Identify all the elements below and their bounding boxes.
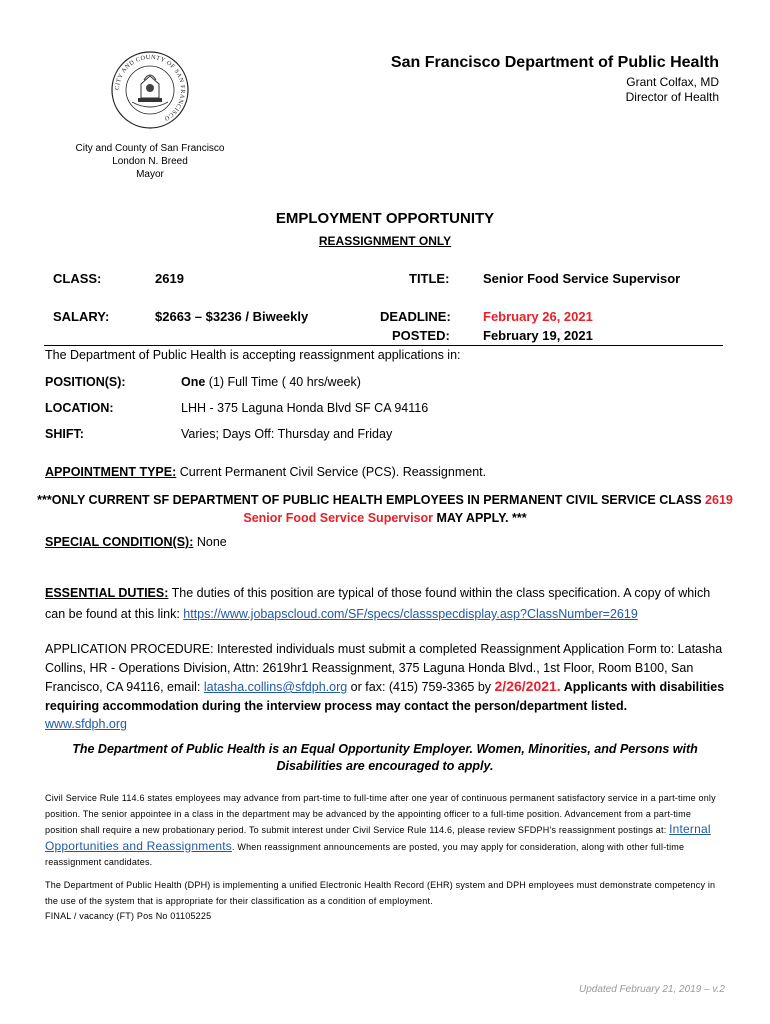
department-name: San Francisco Department of Public Health bbox=[390, 54, 719, 71]
seal-text: CITY AND COUNTY OF SAN FRANCISCO bbox=[113, 53, 187, 123]
position-detail: (1) Full Time ( 40 hrs/week) bbox=[205, 375, 361, 389]
special-label: SPECIAL CONDITION(S): bbox=[45, 535, 194, 549]
city-seal-icon bbox=[110, 50, 190, 130]
posted-value: February 19, 2021 bbox=[483, 328, 593, 343]
application-fax: or fax: (415) 759-3365 by bbox=[347, 680, 495, 694]
shift-value: Varies; Days Off: Thursday and Friday bbox=[181, 427, 393, 441]
shift-label: SHIFT: bbox=[45, 427, 84, 441]
director-name: Grant Colfax, MD bbox=[626, 75, 719, 89]
page-title: EMPLOYMENT OPPORTUNITY bbox=[275, 210, 495, 227]
mayor-title: Mayor bbox=[136, 169, 164, 180]
class-label: CLASS: bbox=[53, 271, 102, 286]
appointment-label: APPOINTMENT TYPE: bbox=[45, 465, 177, 479]
divider bbox=[44, 345, 723, 346]
location-value: LHH - 375 Laguna Honda Blvd SF CA 94116 bbox=[181, 401, 429, 415]
director-title: Director of Health bbox=[625, 90, 719, 104]
city-name: City and County of San Francisco bbox=[75, 143, 225, 154]
deadline-label: DEADLINE: bbox=[380, 309, 451, 324]
eoe-statement: The Department of Public Health is an Equal Opportunity Employer. Women, Minorities, and Persons with Disabilities are encouraged to apply. bbox=[72, 742, 698, 773]
application-procedure bbox=[45, 640, 725, 734]
rule-text-end: . When reassignment announcements are posted, you may apply for consideration, along with other full-time reassignment candidates. bbox=[45, 841, 685, 867]
class-spec-link[interactable]: https://www.jobapscloud.com/SF/specs/classspecdisplay.asp?ClassNumber=2619 bbox=[183, 607, 638, 621]
notice-line1: ***ONLY CURRENT SF DEPARTMENT OF PUBLIC HEALTH EMPLOYEES IN PERMANENT CIVIL SERVICE CLASS bbox=[37, 493, 706, 507]
internal-opportunities-link[interactable]: Internal Opportunities and Reassignments bbox=[45, 822, 711, 853]
special-conditions bbox=[45, 535, 227, 549]
application-deadline: 2/26/2021. bbox=[494, 678, 561, 694]
title-value: Senior Food Service Supervisor bbox=[483, 271, 681, 286]
ehr-text: The Department of Public Health (DPH) is implementing a unified Electronic Health Record (EHR) system and DPH employees must demonstrate competency in the use of the system that is appropriate for their classification as a condition of employment. bbox=[45, 880, 716, 906]
salary-value: $2663 – $3236 / Biweekly bbox=[155, 309, 309, 324]
eligibility-notice bbox=[0, 491, 770, 527]
website-link[interactable]: www.sfdph.org bbox=[45, 717, 127, 731]
posted-label: POSTED: bbox=[392, 328, 450, 343]
mayor-name: London N. Breed bbox=[112, 156, 188, 167]
intro-text: The Department of Public Health is accepting reassignment applications in: bbox=[45, 348, 461, 362]
appointment-value: Current Permanent Civil Service (PCS). Reassignment. bbox=[176, 465, 487, 479]
application-text: APPLICATION PROCEDURE: Interested individuals must submit a completed Reassignment Application Form to: Latasha Collins, HR - Operations Division, Attn: 2619hr1 Reassignment, 375 Laguna Honda Blvd., 1st Floor, Room B100, San Francisco, CA 94116, email: bbox=[45, 642, 723, 694]
duties-text: The duties of this position are typical of those found within the class specification. A copy of which can be found at this link: bbox=[45, 586, 711, 621]
class-value: 2619 bbox=[155, 271, 184, 286]
location-label: LOCATION: bbox=[45, 401, 114, 415]
position-label: POSITION(S): bbox=[45, 375, 126, 389]
appointment-type bbox=[45, 465, 486, 479]
notice-end: MAY APPLY. *** bbox=[433, 511, 527, 525]
rule-text: Civil Service Rule 114.6 states employees may advance from part-time to full-time after one year of continuous permanent satisfactory service in a part-time only position. The senior appointee in a class in the department may be advanced by the appointing officer to a full-time position. Advancement from a part-time position shall require a new probationary period. To submit interest under Civil Service Rule 114.6, please review SFDPH’s reassignment postings at: bbox=[45, 793, 716, 835]
salary-label: SALARY: bbox=[53, 309, 110, 324]
essential-duties bbox=[45, 583, 725, 625]
civil-service-rule bbox=[45, 791, 725, 871]
ehr-notice bbox=[45, 878, 725, 925]
position-value bbox=[181, 375, 361, 389]
vacancy-info: FINAL / vacancy (FT) Pos No 01105225 bbox=[45, 911, 212, 921]
page-subtitle: REASSIGNMENT ONLY bbox=[318, 234, 452, 248]
duties-label: ESSENTIAL DUTIES: bbox=[45, 586, 169, 600]
application-accommodation: Applicants with disabilities requiring accommodation during the interview process may contact the person/department listed. bbox=[45, 680, 725, 713]
special-value: None bbox=[193, 535, 227, 549]
deadline-value: February 26, 2021 bbox=[483, 309, 593, 324]
position-count: One bbox=[181, 375, 206, 389]
notice-class: 2619 bbox=[705, 493, 733, 507]
city-block bbox=[40, 142, 260, 181]
notice-title: Senior Food Service Supervisor bbox=[243, 511, 434, 525]
footer-version: Updated February 21, 2019 – v.2 bbox=[578, 984, 725, 995]
email-link[interactable]: latasha.collins@sfdph.org bbox=[203, 680, 348, 694]
title-label: TITLE: bbox=[409, 271, 450, 286]
